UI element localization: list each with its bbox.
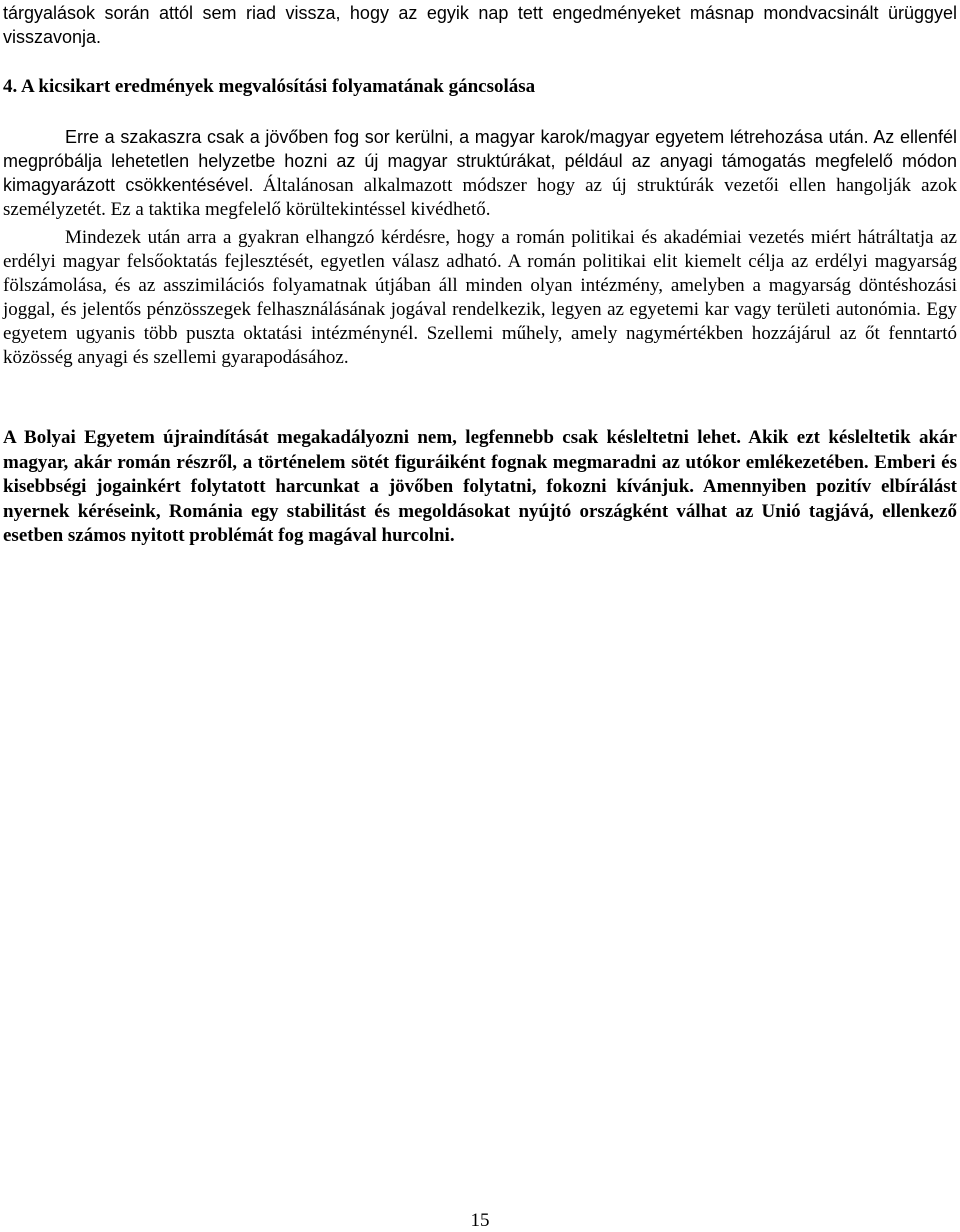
paragraph-1-sentence-3: Általánosan alkalmazott módszer hogy az új struktúrák vezetői ellen hangolják azok személyzetét. Ez a taktika megfelelő körültekintéssel kivédhető.: [3, 175, 958, 220]
paragraph-1: [3, 125, 957, 222]
paragraph-1-sentence-2: Az ellenfél megpróbálja lehetetlen helyzetbe hozni az új magyar struktúrákat, például az anyagi támogatás megfelelő módon kimagyarázott csökkentésével.: [3, 127, 958, 195]
closing-paragraph: A Bolyai Egyetem újraindítását megakadályozni nem, legfennebb csak késleltetni lehet. Akik ezt késleltetik akár magyar, akár román részről, a történelem sötét figuráiként fognak megmaradni az utókor emlékezetében. Emberi és kisebbségi jogainkért folytatott harcunkat a jövőben folytatni, fokozni kívánjuk. Amennyiben pozitív elbírálást nyernek kéréseink, Románia egy stabilitást és megoldásokat nyújtó országként válhat az Unió tagjává, ellenkező esetben számos nyitott problémát fog magával hurcolni.: [3, 427, 957, 547]
page-number: 15: [470, 1210, 490, 1231]
paragraph-1-sentence-1: Erre a szakaszra csak a jövőben fog sor kerülni, a magyar karok/magyar egyetem létrehozása után.: [65, 127, 869, 147]
section-heading: 4. A kicsikart eredmények megvalósítási folyamatának gáncsolása: [3, 76, 536, 97]
intro-paragraph: tárgyalások során attól sem riad vissza, hogy az egyik nap tett engedményeket másnap mondvacsinált ürüggyel visszavonja.: [3, 3, 957, 47]
paragraph-2: Mindezek után arra a gyakran elhangzó kérdésre, hogy a román politikai és akadémiai vezetés miért hátráltatja az erdélyi magyar felsőoktatás fejlesztését, egyetlen válasz adható. A román politikai elit kiemelt célja az erdélyi magyarság fölszámolása, és az asszimilációs folyamatnak útjában áll minden olyan intézmény, amelyben a magyarság döntéshozási joggal, és jelentős pénzösszegek felhasználásának jogával rendelkezik, legyen az egyetemi kar vagy területi autonómia. Egy egyetem ugyanis több puszta oktatási intézménynél. Szellemi műhely, amely nagymértékben hozzájárul az őt fenntartó közösség anyagi és szellemi gyarapodásához.: [3, 227, 957, 368]
